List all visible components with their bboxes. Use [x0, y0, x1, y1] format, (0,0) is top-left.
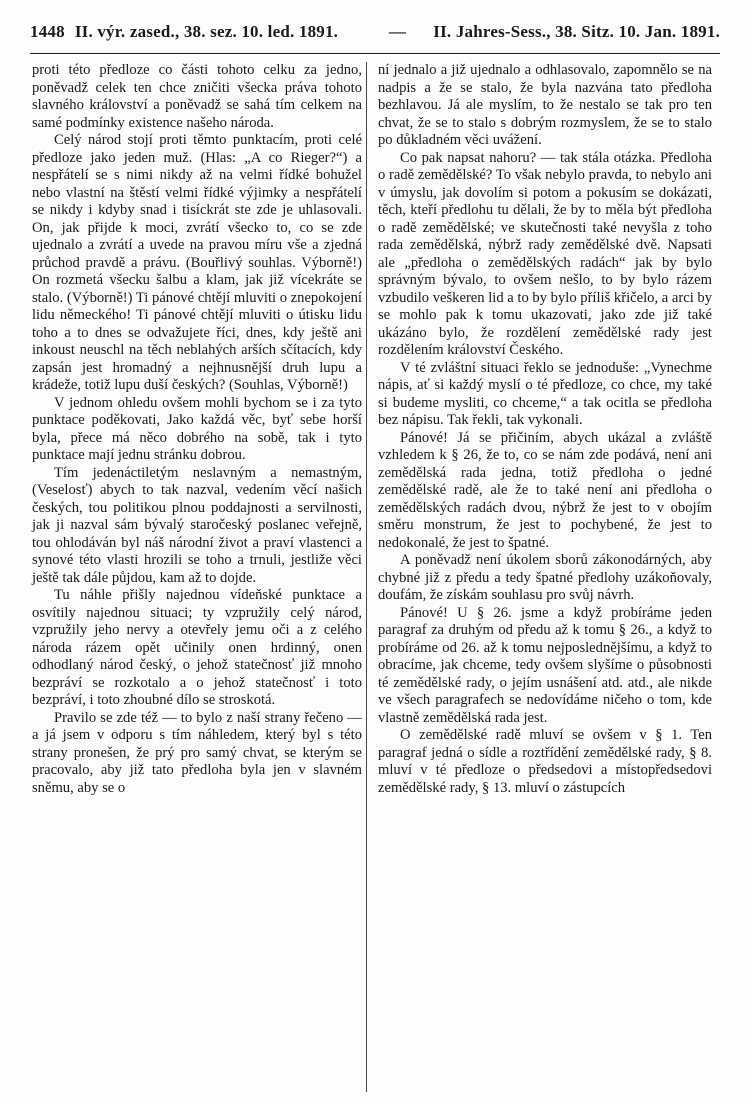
left-paragraph-6: Pravilo se zde též — to bylo z naší strany řečeno — a já jsem v odporu s tím náhledem, který byl s této strany pronešen, že prý pro samý chvat, se kterým se pracovalo, aby již tato předloha byla jen v slavném sněmu, aby se o [32, 709, 362, 796]
right-paragraph-6: Pánové! U § 26. jsme a když probíráme jeden paragraf za druhým od předu až k tomu § 26., a když to probíráme od 26. až k tomu nejposlednějšímu, a když to obracíme, jak chceme, tedy ovšem slyšíme o působnosti té zemědělské rady, o jejím usnášení atd. atd., ale nikde ve všech paragrafech se nedovídáme ničeho o tom, kde vlastně zemědělská rada jest. [378, 604, 712, 726]
left-paragraph-1: proti této předloze co části tohoto celku za jedno, poněvadž celek ten chce zničiti všecka práva tohoto slavného království a poněvadž se sahá tím celkem na samé podmínky existence našeho národa. [32, 62, 362, 131]
right-paragraph-7: O zemědělské radě mluví se ovšem v § 1. Ten paragraf jedná o sídle a roztřídění zemědělské rady, § 8. mluví v té předloze o předsedovi a místopředsedovi zemědělské rady, § 13. mluví o zástupcích [378, 727, 712, 796]
left-paragraph-2: Celý národ stojí proti těmto punktacím, proti celé předloze jako jeden muž. (Hlas: „A co Rieger?“) a nespřátelí se s nimi nikdy až na velmi řídké bohužel nebo vlastní na štěstí velmi řídké výjimky a nespřátelí se nikdy i kdyby snad i tisíckrát ste zde je uhlasovali. On, jak přijde k moci, zvrátí všecko to, co se zde ujednalo a zvrátí a uvede na pravou míru vše a zjedná průchod pravdě a právu. (Bouřlivý souhlas. Výborně!) On rozmetá všecku šalbu a klam, jak již vícekráte se stalo. (Výborně!) Ti pánové chtějí mluviti o znepokojení lidu německého! Ti pánové chtějí mluviti o útisku lidu toho a to dnes se odvažujete říci, dnes, kdy ještě ani inkoust neuschl na těch neblahých arších sčítacích, kdy zapsán jest hromadný a nejhnusnější druh lupu a krádeže, totiž lupu duší českých? (Souhlas, Výborně!) [32, 132, 362, 393]
right-paragraph-1: ní jednalo a již ujednalo a odhlasovalo, zapomnělo se na nadpis a že se stalo, že byla nazvána tato předloha bezhlavou. Já ale myslím, to že nestalo se tak pro ten chvat, že se to stalo s dobrým rozmyslem, že se to stalo po důkladném věci uvážení. [378, 62, 712, 148]
running-head-czech: II. výr. zased., 38. sez. 10. led. 1891. [74, 22, 339, 41]
column-divider [366, 62, 367, 1092]
running-header [30, 22, 720, 52]
right-paragraph-2: Co pak napsat nahoru? — tak stála otázka. Předloha o radě zemědělské? To však nebylo pravda, to nebylo ani v úmyslu, jak dovolím si potom a pokusím se dokázati, těch, kteří předlohu tu dělali, že by to měla být předloha o radě zemědělské; ve skutečnosti také nevyšla z toho rada zemědělská, nýbrž rady zemědělské dvě. Napsati ale „předloha o zemědělských radách“ jak by bylo správným bývalo, to ovšem nešlo, to by bylo rázem vzbudilo veškeren lid a to by bylo příliš křičelo, a arci by se mohlo pak k tomu ukazovati, jako zde již také ukázáno bylo, že rozdělení zemědělské rady jest rozdělením království Českého. [378, 149, 712, 358]
right-column [378, 62, 712, 797]
running-head-german: II. Jahres-Sess., 38. Sitz. 10. Jan. 1891. [433, 22, 721, 41]
right-paragraph-5: A poněvadž není úkolem sborů zákonodárných, aby chybné již z předu a tedy špatné předlohy uzákoňovaly, doufám, že získám souhlasu pro svůj návrh. [378, 552, 712, 603]
left-paragraph-4: Tím jedenáctiletým neslavným a nemastným, (Veselosť) abych to tak nazval, vedením věcí našich českých, tou politikou plnou poddajnosti a servilnosti, jak ji nazval sám bývalý staročeský poslanec veřejně, tou ohlodáván byl náš národní život a praví vlastenci a synové této vlasti hrozili se toho a trnuli, jestliže věci ještě tak dále půjdou, kam až to dojde. [32, 464, 362, 586]
header-rule [30, 53, 720, 54]
running-head-separator: — [388, 22, 407, 41]
right-paragraph-4: Pánové! Já se přičiním, abych ukázal a zvláště vzhledem k § 26, že to, co se nám zde podává, není ani zemědělská rada jedna, totiž předloha o jedné zemědělské radě, ale že to také není ani předloha o zemědělských radách dvou, nýbrž že jest to v obojím směru monstrum, že jest to pochybené, že jest to nedokonalé, že jest to špatné. [378, 429, 712, 551]
left-paragraph-3: V jednom ohledu ovšem mohli bychom se i za tyto punktace poděkovati, Jako každá věc, byť sebe horší byla, přece má něco dobrého na sobě, tak i tyto punktace mají jednu stránku dobrou. [32, 394, 362, 463]
right-paragraph-3: V té zvláštní situaci řeklo se jednoduše: „Vynechme nápis, ať si každý myslí o té předloze, co chce, my také si budeme mysliti, co chceme,“ a tak ocitla se předloha bez nápisu. Tak řekli, tak vykonali. [378, 359, 712, 428]
left-column [32, 62, 362, 797]
page-number: 1448 [30, 22, 65, 41]
left-paragraph-5: Tu náhle přišly najednou vídeňské punktace a osvítily najednou situaci; ty vzpružily celý národ, vzpružily jeho nervy a otevřely jemu oči a z celého národa rázem opět učinily onen hrdinný, onen odhodlaný národ český, o jehož statečnosť již mnoho bezpráví se rozkotalo a o jehož statečnosť i toto bezpráví, i toto zhoubné dílo se stroskotá. [32, 587, 362, 708]
